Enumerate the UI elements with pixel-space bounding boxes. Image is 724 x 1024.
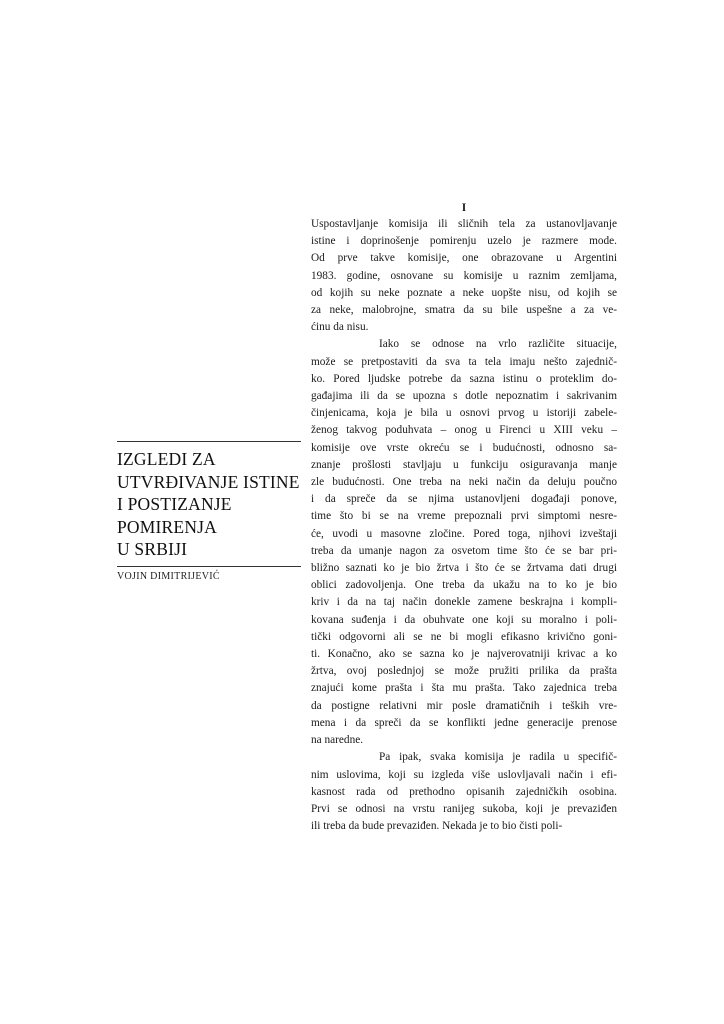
section-number: I [461,202,467,214]
paragraph-line: može se pretpostaviti da sva ta tela imaju nešto zajednič- [311,355,617,368]
title-line: U SRBIJI [117,539,188,559]
paragraph-line: od kojih su neke poznate a neke uopšte nisu, od kojih se [311,286,617,299]
paragraph-line: zle budućnosti. One treba na neki način da deluju poučno [311,476,617,489]
article-heading-block [117,441,301,582]
paragraph-line: Iako se odnose na vrlo različite situacije, [379,338,617,351]
paragraph-line: kriv i da na taj način donekle zamene beskrajna i kompli- [311,596,617,609]
title-line: POMIRENJA [117,516,218,537]
paragraph-line: Prvi se odnosi na vrstu ranijeg sukoba, koji je prevaziđen [311,802,617,815]
paragraph-line: ili treba da bude prevaziđen. Nekada je to bio čisti poli- [311,820,563,833]
paragraph-line: Od prve takve komisije, one obrazovane u Argentini [311,252,617,265]
body-paragraph [311,216,617,336]
paragraph-line: kovana suđenja i da obuhvate one koji su moralno i poli- [311,613,617,626]
paragraph-line: žrtva, ovoj poslednjoj se može pružiti prilika da prašta [311,665,617,678]
body-paragraph [311,336,617,749]
paragraph-line: kasnost rada od prethodno opisanih zajedničkih osobina. [311,785,617,798]
paragraph-line: činjenicama, koja je bila u osnovi prvog u istoriji zabele- [311,407,617,420]
paragraph-line: će, uvodi u masovne zločine. Pored toga, njihovi izveštaji [311,527,617,540]
paragraph-line: bližno saznati ko je bio žrtva i što će se žrtvama dati drugi [311,562,617,575]
body-paragraph [311,749,617,835]
paragraph-line: ženog takvog poduhvata – onog u Firenci u XIII veku – [311,424,617,437]
paragraph-line: mena i da spreči da se konflikti jedne generacije prenose [311,716,617,729]
paragraph-line: za neke, malobrojne, smatra da su bile uspešne a za ve- [311,304,617,317]
paragraph-line: Pa ipak, svaka komisija je radila u specifič- [379,751,617,764]
paragraph-line: oblici zadovoljenja. One treba da ukažu na to ko je bio [311,579,617,592]
paragraph-line: gađajima ili da se upozna s dotle nepoznatim i sakrivanim [311,390,617,403]
title-line: I POSTIZANJE [117,494,232,514]
paragraph-line: ko. Pored ljudske potrebe da sazna istinu o proteklim do- [311,372,617,385]
body-paragraphs [311,216,617,835]
paragraph-line: nim uslovima, koji su izgleda više uslovljavali način i efi- [311,768,617,781]
paragraph-line: ćinu da nisu. [311,321,369,334]
paragraph-line: 1983. godine, osnovane su komisije u raznim zemljama, [311,269,617,282]
article-body [311,200,617,835]
paragraph-line: znajući kome prašta i šta mu prašta. Tako zajednica treba [311,682,617,695]
paragraph-line: time što bi se na vreme prepoznali prvi simptomi nesre- [311,510,617,523]
paragraph-line: znanje prošlosti stavljaju u funkciju osiguravanja manje [311,458,617,471]
paragraph-line: da postigne relativni mir posle dramatičnih i teških vre- [311,699,617,712]
paragraph-line: na naredne. [311,734,364,747]
author-name: VOJIN DIMITRIJEVIĆ [117,570,220,582]
title-line: UTVRĐIVANJE ISTINE [117,471,300,492]
paragraph-line: istine i doprinošenje pomirenju uzelo je razmere mode. [311,235,617,248]
paragraph-line: ti. Konačno, ako se sazna ko je najverovatniji krivac a ko [311,648,617,661]
title-line: IZGLEDI ZA [117,449,216,469]
paragraph-line: tički odgovorni ali se ne bi mogli efikasno krivično goni- [311,630,617,643]
paragraph-line: i da spreče da se njima ustanovljeni događaji ponove, [311,493,617,506]
paragraph-line: Uspostavljanje komisija ili sličnih tela za ustanovljavanje [311,218,617,230]
article-title [117,448,301,561]
bottom-rule [117,566,301,567]
paragraph-line: komisije ove vrste okreću se i budućnosti, odnosno sa- [311,441,617,454]
top-rule [117,441,301,442]
paragraph-line: treba da umanje nagon za osvetom time što će se bar pri- [311,544,617,557]
